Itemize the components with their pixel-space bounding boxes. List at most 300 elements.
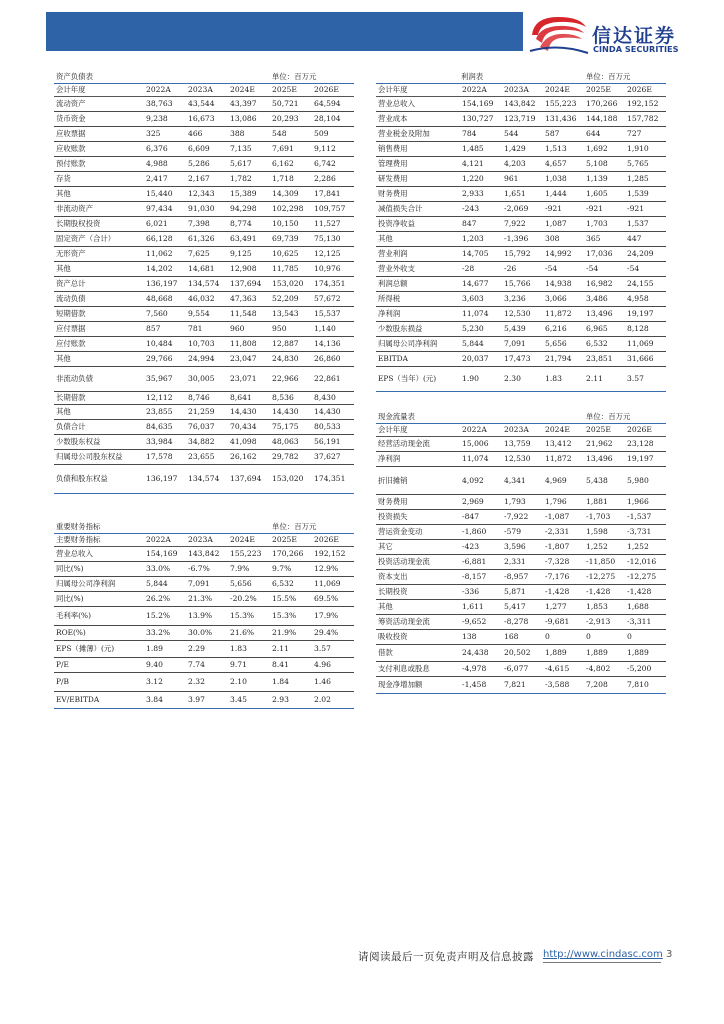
cell-value: 14,430 (312, 404, 354, 419)
cell-value: 80,533 (312, 419, 354, 434)
table-row (54, 201, 354, 216)
cell-value: 9,554 (186, 306, 228, 321)
row-label: 流动资产 (54, 96, 144, 111)
cell-value: 13,543 (270, 306, 312, 321)
cell-value: 12,112 (144, 391, 186, 404)
cell-value: 960 (228, 321, 270, 336)
row-label: 资产总计 (54, 276, 144, 291)
cell-value: 1,651 (502, 186, 543, 201)
cell-value: 8,641 (228, 391, 270, 404)
row-label: EV/EBITDA (54, 691, 144, 708)
cell-value: -54 (584, 261, 625, 276)
table-header-row (54, 83, 354, 96)
cell-value: 3,596 (502, 539, 543, 554)
cell-value: 6,965 (584, 321, 625, 336)
row-label: 利润总额 (376, 276, 460, 291)
table-row (54, 231, 354, 246)
table-row (376, 186, 666, 201)
row-label: 长期借款 (54, 391, 144, 404)
cell-value: -1,087 (543, 509, 584, 524)
row-label: 存货 (54, 171, 144, 186)
row-label: 投资损失 (376, 509, 460, 524)
cell-value: 12,530 (502, 306, 543, 321)
cell-value: 1,598 (584, 524, 625, 539)
cell-value: 174,351 (312, 276, 354, 291)
cell-value: 13,496 (584, 451, 625, 466)
header-label: 会计年度 (54, 83, 144, 96)
cell-value: 136,197 (144, 276, 186, 291)
cell-value: 4.96 (312, 657, 354, 672)
cell-value: 17,841 (312, 186, 354, 201)
cell-value: -1,860 (460, 524, 502, 539)
cell-value: 3.45 (228, 691, 270, 708)
table-row (376, 156, 666, 171)
cell-value: 9.40 (144, 657, 186, 672)
table-row (376, 676, 666, 693)
table-row (54, 606, 354, 625)
footer-disclaimer: 请阅读最后一页免责声明及信息披露 (358, 951, 534, 963)
cell-value: 5,286 (186, 156, 228, 171)
table-header-row (376, 423, 666, 436)
cell-value: 388 (228, 126, 270, 141)
table-row (376, 216, 666, 231)
header-year: 2023A (502, 83, 543, 96)
cell-value: 76,037 (186, 419, 228, 434)
cell-value: -2,069 (502, 201, 543, 216)
table-row (376, 451, 666, 466)
cell-value: 2,417 (144, 171, 186, 186)
row-label: 应付票据 (54, 321, 144, 336)
cell-value: 3.57 (625, 366, 666, 391)
cell-value: 24,155 (625, 276, 666, 291)
cell-value: 155,223 (543, 96, 584, 111)
cell-value: 24,830 (270, 351, 312, 366)
cell-value: 544 (502, 126, 543, 141)
cell-value: 28,104 (312, 111, 354, 126)
cell-value: 1,139 (584, 171, 625, 186)
cell-value: 1,688 (625, 599, 666, 614)
cell-value: 35,967 (144, 366, 186, 391)
cell-value: 11,548 (228, 306, 270, 321)
cell-value: -11,850 (584, 554, 625, 569)
row-label: 少数股东权益 (54, 434, 144, 449)
cell-value: 325 (144, 126, 186, 141)
table-header-row (54, 533, 354, 546)
header-year: 2026E (312, 83, 354, 96)
row-label: 长期股权投资 (54, 216, 144, 231)
row-label: 营业总收入 (376, 96, 460, 111)
page-number: 3 (666, 949, 673, 960)
row-label: 同比(%) (54, 591, 144, 606)
cell-value: 2.11 (584, 366, 625, 391)
row-label: 应收账款 (54, 141, 144, 156)
cell-value: -2,331 (543, 524, 584, 539)
cell-value: -1,807 (543, 539, 584, 554)
cell-value: 7,398 (186, 216, 228, 231)
table-header-row (376, 83, 666, 96)
cell-value: 41,098 (228, 434, 270, 449)
cell-value: 17,473 (502, 351, 543, 366)
cell-value: 157,782 (625, 111, 666, 126)
row-label: 研发费用 (376, 171, 460, 186)
row-label: 营运资金变动 (376, 524, 460, 539)
table-row (54, 449, 354, 464)
table-row (54, 625, 354, 640)
table-row (54, 404, 354, 419)
cell-value: 37,627 (312, 449, 354, 464)
cell-value: 781 (186, 321, 228, 336)
cell-value: 14,430 (270, 404, 312, 419)
cell-value: 64,594 (312, 96, 354, 111)
table-row (54, 672, 354, 691)
cell-value: 21.9% (270, 625, 312, 640)
header-year: 2023A (502, 423, 543, 436)
table-row (376, 111, 666, 126)
income-statement-table (376, 70, 666, 392)
cell-value: 38,763 (144, 96, 186, 111)
cell-value: 14,677 (460, 276, 502, 291)
table-title: 利润表 (376, 70, 584, 83)
row-label: 营业成本 (376, 111, 460, 126)
cell-value: 10,703 (186, 336, 228, 351)
cell-value: 97,434 (144, 201, 186, 216)
cell-value: -8,278 (502, 614, 543, 629)
header-year: 2023A (186, 83, 228, 96)
cell-value: 168 (502, 629, 543, 644)
cell-value: 3,236 (502, 291, 543, 306)
brand-name-cn: 信达证券 (592, 25, 677, 47)
table-row (376, 126, 666, 141)
cell-value: 29.4% (312, 625, 354, 640)
table-row (54, 576, 354, 591)
cell-value: 5,980 (625, 466, 666, 494)
cell-value: 137,694 (228, 276, 270, 291)
cell-value: 0 (584, 629, 625, 644)
cell-value: 7,560 (144, 306, 186, 321)
cell-value: 3.57 (312, 640, 354, 657)
key-indicators-table (54, 520, 354, 709)
cell-value: -1,458 (460, 676, 502, 693)
row-label: 流动负债 (54, 291, 144, 306)
cell-value: 10,976 (312, 261, 354, 276)
cell-value: 1,220 (460, 171, 502, 186)
row-label: 长期投资 (376, 584, 460, 599)
cell-value: 9.7% (270, 561, 312, 576)
cell-value: 5,844 (144, 576, 186, 591)
cell-value: 2,286 (312, 171, 354, 186)
cell-value: 26,162 (228, 449, 270, 464)
table-title-row (376, 70, 666, 83)
cell-value: -7,328 (543, 554, 584, 569)
cell-value: 12,343 (186, 186, 228, 201)
cell-value: 1,796 (543, 494, 584, 509)
table-row (54, 657, 354, 672)
cell-value: 48,668 (144, 291, 186, 306)
cell-value: 3,603 (460, 291, 502, 306)
table-row (54, 546, 354, 561)
cell-value: 144,188 (584, 111, 625, 126)
table-row (376, 306, 666, 321)
cell-value: 94,298 (228, 201, 270, 216)
cell-value: 1,203 (460, 231, 502, 246)
cell-value: 4,988 (144, 156, 186, 171)
cell-value: -4,802 (584, 661, 625, 676)
cell-value: 1.84 (270, 672, 312, 691)
cell-value: 1,539 (625, 186, 666, 201)
cell-value: 6,021 (144, 216, 186, 231)
cell-value: 24,209 (625, 246, 666, 261)
cell-value: 365 (584, 231, 625, 246)
table-row (54, 246, 354, 261)
cell-value: 8,746 (186, 391, 228, 404)
cell-value: -1,703 (584, 509, 625, 524)
cell-value: 509 (312, 126, 354, 141)
cell-value: 16,982 (584, 276, 625, 291)
row-label: P/B (54, 672, 144, 691)
cell-value: 43,544 (186, 96, 228, 111)
cell-value: 134,574 (186, 464, 228, 493)
header-year: 2024E (543, 423, 584, 436)
cell-value: 2,331 (502, 554, 543, 569)
cell-value: 192,152 (312, 546, 354, 561)
cell-value: 46,032 (186, 291, 228, 306)
cell-value: -4,615 (543, 661, 584, 676)
cell-value: 11,527 (312, 216, 354, 231)
cell-value: 13,759 (502, 436, 543, 451)
cell-value: 4,958 (625, 291, 666, 306)
cell-value: 47,363 (228, 291, 270, 306)
cell-value: 2,933 (460, 186, 502, 201)
cell-value: 6,742 (312, 156, 354, 171)
cell-value: -9,681 (543, 614, 584, 629)
row-label: 固定资产（合计） (54, 231, 144, 246)
row-label: 其它 (376, 539, 460, 554)
cell-value: 61,326 (186, 231, 228, 246)
cell-value: 1,038 (543, 171, 584, 186)
table-row (54, 261, 354, 276)
cell-value: 15.2% (144, 606, 186, 625)
cell-value: 1,605 (584, 186, 625, 201)
cell-value: 1.90 (460, 366, 502, 391)
cell-value: -54 (625, 261, 666, 276)
logo-swoosh-icon (528, 13, 590, 57)
table-row (376, 141, 666, 156)
cell-value: 63,491 (228, 231, 270, 246)
table-row (376, 366, 666, 391)
table-title: 重要财务指标 (54, 520, 270, 533)
row-label: 同比(%) (54, 561, 144, 576)
cell-value: 7,810 (625, 676, 666, 693)
cell-value: 6,532 (270, 576, 312, 591)
table-row (376, 291, 666, 306)
table-row (376, 524, 666, 539)
cell-value: 52,209 (270, 291, 312, 306)
cell-value: 14,992 (543, 246, 584, 261)
row-label: 毛利率(%) (54, 606, 144, 625)
cell-value: 2.93 (270, 691, 312, 708)
cell-value: 548 (270, 126, 312, 141)
header-year: 2026E (625, 83, 666, 96)
cell-value: 7,625 (186, 246, 228, 261)
header-year: 2025E (270, 533, 312, 546)
cell-value: 12,887 (270, 336, 312, 351)
header-year: 2022A (144, 83, 186, 96)
cell-value: 5,844 (460, 336, 502, 351)
cell-value: 1,703 (584, 216, 625, 231)
cell-value: 1,444 (543, 186, 584, 201)
cell-value: 19,197 (625, 451, 666, 466)
cell-value: 174,351 (312, 464, 354, 493)
cell-value: 11,808 (228, 336, 270, 351)
cell-value: 14,938 (543, 276, 584, 291)
cell-value: 91,030 (186, 201, 228, 216)
cell-value: -423 (460, 539, 502, 554)
cell-value: 15,766 (502, 276, 543, 291)
cell-value: 8,536 (270, 391, 312, 404)
row-label: 营业税金及附加 (376, 126, 460, 141)
cell-value: 447 (625, 231, 666, 246)
row-label: EBITDA (376, 351, 460, 366)
cell-value: 14,681 (186, 261, 228, 276)
cell-value: 587 (543, 126, 584, 141)
table-title-row (376, 410, 666, 423)
cell-value: 69.5% (312, 591, 354, 606)
row-label: 所得税 (376, 291, 460, 306)
cell-value: 2,167 (186, 171, 228, 186)
cell-value: 143,842 (186, 546, 228, 561)
cell-value: 12.9% (312, 561, 354, 576)
table-row (376, 246, 666, 261)
footer-website-link[interactable]: http://www.cindasc.com (543, 949, 663, 960)
cell-value: 23,855 (144, 404, 186, 419)
cell-value: 3,066 (543, 291, 584, 306)
row-label: EPS（当年）(元) (376, 366, 460, 391)
table-title-row (54, 520, 354, 533)
cell-value: 11,872 (543, 451, 584, 466)
row-label: 其他 (376, 599, 460, 614)
header-year: 2025E (584, 423, 625, 436)
row-label: 其他 (54, 404, 144, 419)
table-row (376, 276, 666, 291)
cell-value: 6,162 (270, 156, 312, 171)
row-label: 应收票据 (54, 126, 144, 141)
cell-value: 33.0% (144, 561, 186, 576)
table-row (54, 306, 354, 321)
cell-value: 5,656 (543, 336, 584, 351)
cell-value: 24,438 (460, 644, 502, 661)
header-band (46, 12, 523, 51)
cell-value: 9,238 (144, 111, 186, 126)
table-row (54, 216, 354, 231)
table-row (54, 276, 354, 291)
table-row (54, 561, 354, 576)
table-row (376, 644, 666, 661)
cell-value: 3.84 (144, 691, 186, 708)
cell-value: 69,739 (270, 231, 312, 246)
table-row (376, 569, 666, 584)
cell-value: 3.12 (144, 672, 186, 691)
cell-value: 5,871 (502, 584, 543, 599)
header-year: 2025E (584, 83, 625, 96)
cell-value: 153,020 (270, 276, 312, 291)
cell-value: -847 (460, 509, 502, 524)
cell-value: -6,881 (460, 554, 502, 569)
table-row (54, 464, 354, 493)
cell-value: -1,537 (625, 509, 666, 524)
table-row (54, 366, 354, 391)
cell-value: 0 (543, 629, 584, 644)
cell-value: 10,484 (144, 336, 186, 351)
row-label: 减值损失合计 (376, 201, 460, 216)
row-label: 管理费用 (376, 156, 460, 171)
cell-value: 950 (270, 321, 312, 336)
cell-value: 16,673 (186, 111, 228, 126)
cell-value: 19,197 (625, 306, 666, 321)
cell-value: 12,530 (502, 451, 543, 466)
cell-value: 33,984 (144, 434, 186, 449)
cell-value: -1,428 (543, 584, 584, 599)
cell-value: 308 (543, 231, 584, 246)
row-label: 无形资产 (54, 246, 144, 261)
cell-value: 12,125 (312, 246, 354, 261)
cell-value: 1,252 (625, 539, 666, 554)
cell-value: 2.11 (270, 640, 312, 657)
cell-value: 8,128 (625, 321, 666, 336)
cell-value: 1,513 (543, 141, 584, 156)
cell-value: 4,092 (460, 466, 502, 494)
table-row (54, 291, 354, 306)
cell-value: 6,216 (543, 321, 584, 336)
cell-value: 30,005 (186, 366, 228, 391)
row-label: 营业外收支 (376, 261, 460, 276)
cell-value: 1,277 (543, 599, 584, 614)
cell-value: -921 (625, 201, 666, 216)
cell-value: 1,140 (312, 321, 354, 336)
row-label: 少数股东损益 (376, 321, 460, 336)
cell-value: 1.89 (144, 640, 186, 657)
row-label: 其他 (54, 261, 144, 276)
cell-value: 961 (502, 171, 543, 186)
cell-value: 5,438 (584, 466, 625, 494)
header-year: 2024E (543, 83, 584, 96)
table-row (54, 126, 354, 141)
table-row (376, 321, 666, 336)
table-unit: 单位：百万元 (270, 70, 354, 83)
cell-value: 1,718 (270, 171, 312, 186)
table-row (376, 336, 666, 351)
cell-value: 1,087 (543, 216, 584, 231)
cell-value: 138 (460, 629, 502, 644)
cell-value: 1,889 (543, 644, 584, 661)
table-title: 资产负债表 (54, 70, 270, 83)
table-title: 现金流量表 (376, 410, 584, 423)
cell-value: 1,853 (584, 599, 625, 614)
brand-name-en: CINDA SECURITIES (593, 44, 679, 54)
table-row (54, 111, 354, 126)
cell-value: 10,150 (270, 216, 312, 231)
cell-value: 21.6% (228, 625, 270, 640)
cell-value: 14,202 (144, 261, 186, 276)
cell-value: 11,069 (625, 336, 666, 351)
cell-value: -6,077 (502, 661, 543, 676)
cell-value: 11,074 (460, 451, 502, 466)
row-label: 营业利润 (376, 246, 460, 261)
cell-value: 7,922 (502, 216, 543, 231)
cell-value: 57,672 (312, 291, 354, 306)
cell-value: -2,913 (584, 614, 625, 629)
row-label: 短期借款 (54, 306, 144, 321)
cell-value: 11,062 (144, 246, 186, 261)
